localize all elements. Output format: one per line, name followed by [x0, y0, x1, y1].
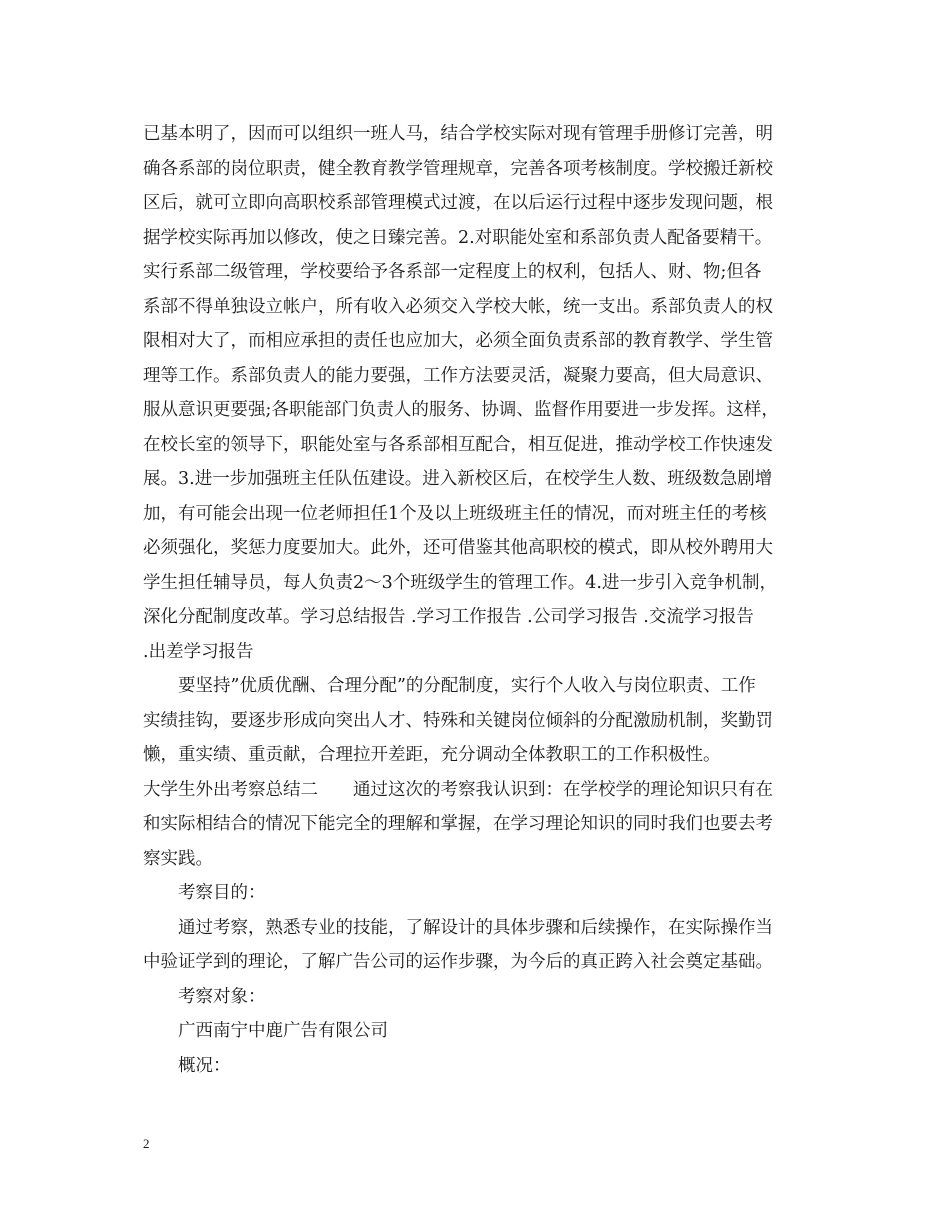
text-line: 在校长室的领导下，职能处室与各系部相互配合，相互促进，推动学校工作快速发 [143, 434, 773, 455]
text-line: 要坚持”优质优酬、合理分配”的分配制度，实行个人收入与岗位职责、工作 [143, 676, 756, 696]
text-line: 已基本明了，因而可以组织一班人马，结合学校实际对现有管理手册修订完善，明 [143, 124, 773, 144]
text-line: 加，有可能会出现一位老师担任1个及以上班级班主任的情况，而对班主任的考核 [143, 503, 767, 524]
text-line: 服从意识更要强;各职能部门负责人的服务、协调、监督作用要进一步发挥。这样， [143, 400, 779, 420]
text-line: 和实际相结合的情况下能完全的理解和掌握，在学习理论知识的同时我们也要去考 [143, 814, 773, 834]
text-line: 考察目的： [143, 883, 266, 903]
text-line: 学生担任辅导员，每人负责2～3个班级学生的管理工作。4.进一步引入竞争机制， [143, 572, 777, 593]
text-line: 广西南宁中鹿广告有限公司 [143, 1021, 388, 1041]
text-line: 区后，就可立即向高职校系部管理模式过渡，在以后运行过程中逐步发现问题，根 [143, 193, 773, 213]
text-line: 实绩挂钩，要逐步形成向突出人才、特殊和关键岗位倾斜的分配激励机制，奖勤罚 [143, 710, 773, 731]
text-line: .出差学习报告 [143, 641, 254, 662]
text-line: 概况： [143, 1055, 231, 1076]
text-line: 察实践。 [143, 848, 213, 869]
text-line: 考察对象： [143, 986, 266, 1007]
page-number: 2 [143, 1136, 150, 1151]
text-line: 确各系部的岗位职责，健全教育教学管理规章，完善各项考核制度。学校搬迁新校 [143, 158, 773, 179]
text-line: 大学生外出考察总结二 通过这次的考察我认识到：在学校学的理论知识只有在 [143, 779, 773, 800]
text-line: 懒，重实绩、重贡献，合理拉开差距，充分调动全体教职工的工作积极性。 [143, 745, 721, 765]
body-text [143, 117, 823, 1083]
text-line: 展。3.进一步加强班主任队伍建设。进入新校区后，在校学生人数、班级数急剧增 [143, 469, 773, 489]
text-line: 据学校实际再加以修改，使之日臻完善。2.对职能处室和系部负责人配备要精干。 [143, 227, 773, 248]
text-line: 必须强化，奖惩力度要加大。此外，还可借鉴其他高职校的模式，即从校外聘用大 [143, 538, 773, 558]
text-line: 深化分配制度改革。学习总结报告 .学习工作报告 .公司学习报告 .交流学习报告 [143, 607, 754, 627]
text-line: 理等工作。系部负责人的能力要强，工作方法要灵活，凝聚力要高，但大局意识、 [143, 365, 773, 386]
text-line: 限相对大了，而相应承担的责任也应加大，必须全面负责系部的教育教学、学生管 [143, 331, 773, 351]
text-line: 通过考察，熟悉专业的技能，了解设计的具体步骤和后续操作，在实际操作当 [143, 917, 773, 938]
text-line: 中验证学到的理论，了解广告公司的运作步骤，为今后的真正跨入社会奠定基础。 [143, 952, 773, 972]
text-line: 系部不得单独设立帐户，所有收入必须交入学校大帐，统一支出。系部负责人的权 [143, 296, 773, 317]
text-line: 实行系部二级管理，学校要给予各系部一定程度上的权利，包括人、财、物;但各 [143, 262, 762, 282]
